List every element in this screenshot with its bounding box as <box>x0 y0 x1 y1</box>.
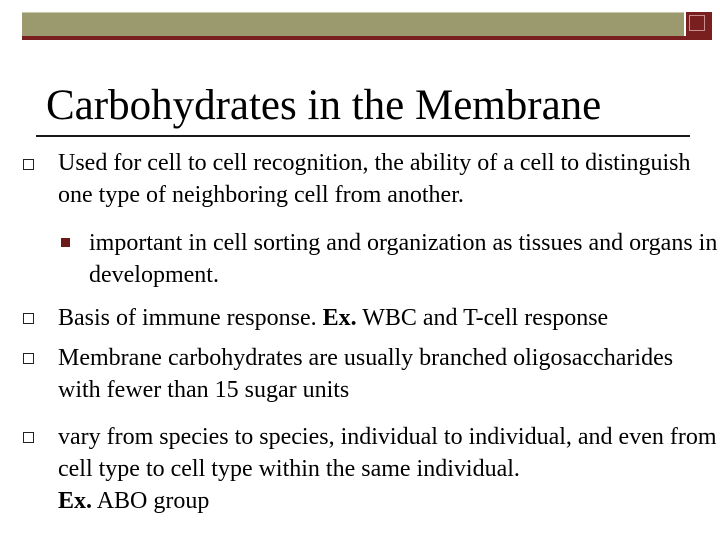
hollow-square-bullet-icon <box>23 353 34 364</box>
bullet-branched: Membrane carbohydrates are usually branched oligosaccharides with fewer than 15 sugar units <box>58 345 674 403</box>
hollow-square-bullet-icon <box>23 432 34 443</box>
hollow-square-bullet-icon <box>23 159 34 170</box>
bullet-recognition: Used for cell to cell recognition, the ability of a cell to distinguish one type of neighboring cell from another. <box>58 150 691 208</box>
top-bar-maroon-line <box>22 36 712 40</box>
immune-example: WBC and T-cell response <box>362 305 609 331</box>
filled-square-bullet-icon <box>61 238 70 247</box>
example-label: Ex. <box>58 488 93 514</box>
bullet-variation <box>58 421 720 517</box>
variation-text: vary from species to species, individual to individual, and even from cell type to cell type within the same individual. <box>58 424 717 482</box>
example-label: Ex. <box>322 305 357 331</box>
sub-bullet-sorting: important in cell sorting and organization as tissues and organs in development. <box>89 230 718 288</box>
bullet-immune <box>58 302 718 334</box>
top-bar-olive <box>22 12 684 39</box>
hollow-square-bullet-icon <box>23 313 34 324</box>
top-decorative-bar <box>22 12 712 40</box>
top-bar-maroon-block <box>686 12 712 38</box>
immune-text: Basis of immune response. <box>58 305 317 331</box>
slide-title: Carbohydrates in the Membrane <box>46 82 602 129</box>
title-underline <box>36 135 690 137</box>
square-icon <box>689 15 705 31</box>
abo-example: ABO group <box>96 488 210 514</box>
